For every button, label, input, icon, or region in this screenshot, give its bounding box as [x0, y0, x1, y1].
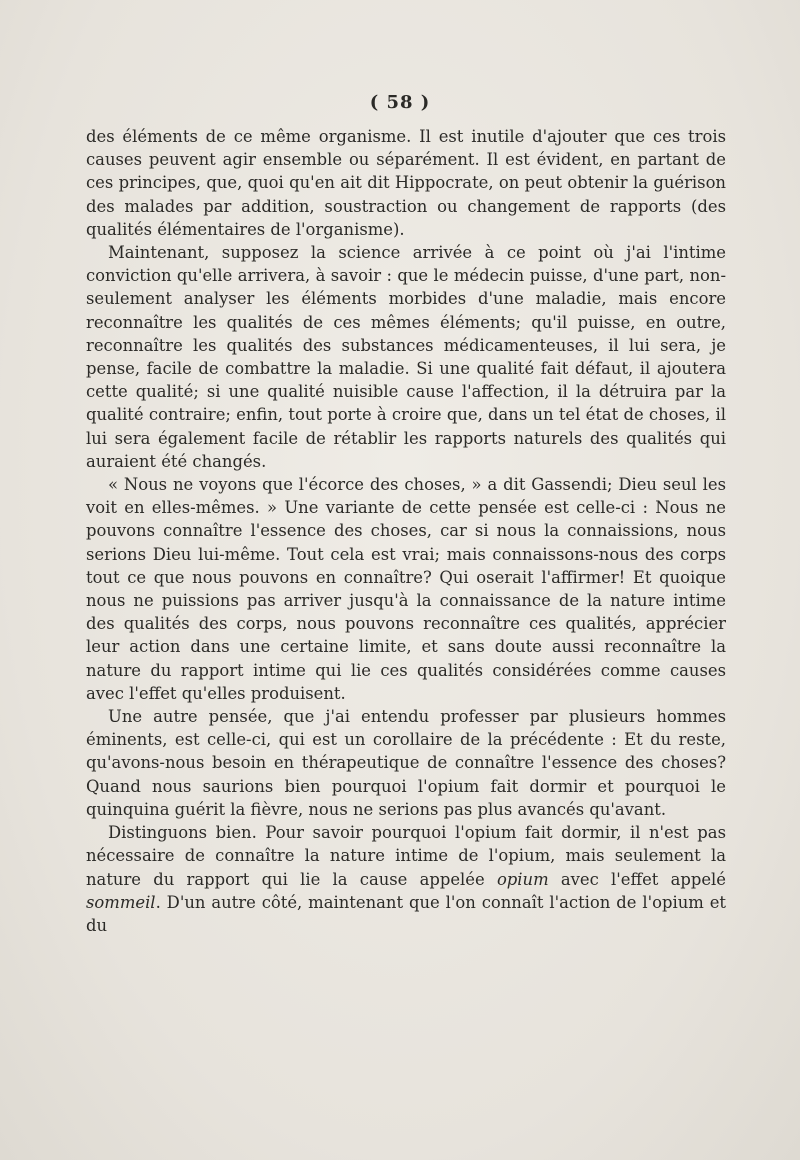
paragraph-3: « Nous ne voyons que l'écorce des choses, » a dit Gassendi; Dieu seul les voit en elles-mêmes. » Une variante de cette pensée est celle-ci : Nous ne pouvons connaître l'essence des choses, car si nous la connaissions, nous serions Dieu lui-même. Tout cela est vrai; mais connaissons-nous des corps tout ce que nous pouvons en connaître? Qui oserait l'affirmer! Et quoique nous ne puissions pas arriver jusqu'à la connaissance de la nature intime des qualités des corps, nous pouvons reconnaître ces qualités, apprécier leur action dans une certaine limite, et sans doute aussi reconnaître la nature du rapport intime qui lie ces qualités considérées comme causes avec l'effet qu'elles produisent. — [86, 475, 726, 703]
italic-sommeil: sommeil — [86, 892, 156, 912]
paragraph-5-part-1: Distinguons bien. Pour savoir pourquoi l'opium fait dormir, il n'est pas nécessaire de connaître la nature intime de l'opium, mais seulement la nature du rapport qui lie la cause appelée — [86, 823, 726, 889]
paragraph-4: Une autre pensée, que j'ai entendu professer par plusieurs hommes éminents, est celle-ci, qui est un corollaire de la précédente : Et du reste, qu'avons-nous besoin en thérapeutique de connaître l'essence des choses? Quand nous saurions bien pourquoi l'opium fait dormir et pourquoi le quinquina guérit la fièvre, nous ne serions pas plus avancés qu'avant. — [86, 707, 726, 819]
paragraph-2: Maintenant, supposez la science arrivée à ce point où j'ai l'intime conviction qu'elle arrivera, à savoir : que le médecin puisse, d'une part, non-seulement analyser les éléments morbides d'une maladie, mais encore reconnaître les qualités de ces mêmes éléments; qu'il puisse, en outre, reconnaître les qualités des substances médicamenteuses, il lui sera, je pense, facile de combattre la maladie. Si une qualité fait défaut, il ajoutera cette qualité; si une qualité nuisible cause l'affection, il la détruira par la qualité contraire; enfin, tout porte à croire que, dans un tel état de choses, il lui sera également facile de rétablir les rapports naturels des qualités qui auraient été changés. — [86, 243, 726, 471]
paragraph-5-part-2: avec l'effet appelé — [548, 869, 726, 889]
paragraph-5 — [86, 821, 726, 937]
page-number: ( 58 ) — [369, 92, 431, 113]
paragraph-5-part-3: . D'un autre côté, maintenant que l'on connaît l'action de l'opium et du — [86, 892, 726, 935]
body-text — [86, 125, 726, 937]
paragraph-1: des éléments de ce même organisme. Il est inutile d'ajouter que ces trois causes peuvent agir ensemble ou séparément. Il est évident, en partant de ces principes, que, quoi qu'en ait dit Hippocrate, on peut obtenir la guérison des malades par addition, soustraction ou changement de rapports (des qualités élémentaires de l'organisme). — [86, 127, 726, 239]
italic-opium: opium — [496, 869, 549, 889]
